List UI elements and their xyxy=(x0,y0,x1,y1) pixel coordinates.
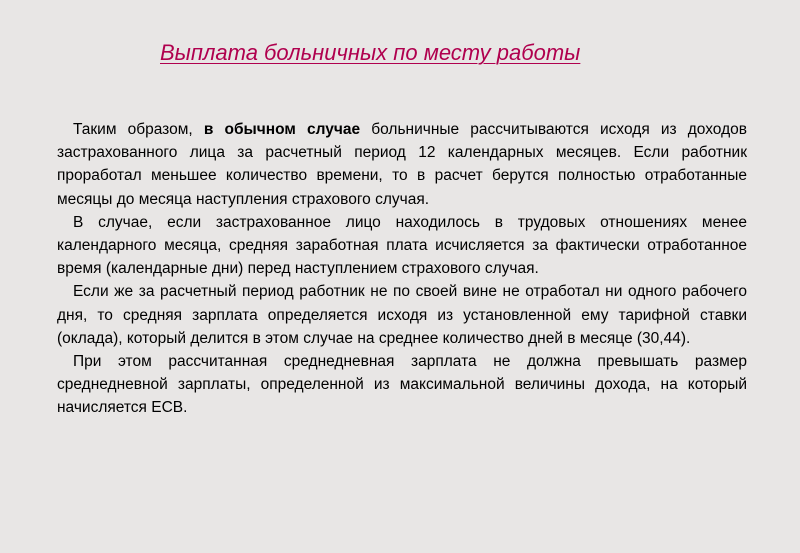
paragraph-4: При этом рассчитанная среднедневная зарплата не должна превышать размер среднедневной зарплаты, определенной из максимальной величины дохода, на который начисляется ЕСВ. xyxy=(57,353,747,417)
paragraph-3: Если же за расчетный период работник не по своей вине не отработал ни одного рабочего дня, то средняя зарплата определяется исходя из установленной ему тарифной ставки (оклада), который делится в этом случае на среднее количество дней в месяце (30,44). xyxy=(57,283,747,347)
paragraph-1-intro: Таким образом, xyxy=(73,121,204,138)
paragraph-1 xyxy=(57,118,747,211)
paragraph-1-emphasis: в обычном случае xyxy=(203,121,361,138)
slide-body xyxy=(57,118,747,420)
paragraph-1-rest: больничные рассчитываются исходя из доходов застрахованного лица за расчетный период 12 календарных месяцев. Если работник проработал меньшее количество времени, то в расчет берутся полностью отработанные месяцы до месяца наступления страхового случая. xyxy=(57,121,747,208)
paragraph-2: В случае, если застрахованное лицо находилось в трудовых отношениях менее календарного месяца, средняя заработная плата исчисляется за фактически отработанное время (календарные дни) перед наступлением страхового случая. xyxy=(57,213,747,278)
slide-title: Выплата больничных по месту работы xyxy=(160,40,581,65)
